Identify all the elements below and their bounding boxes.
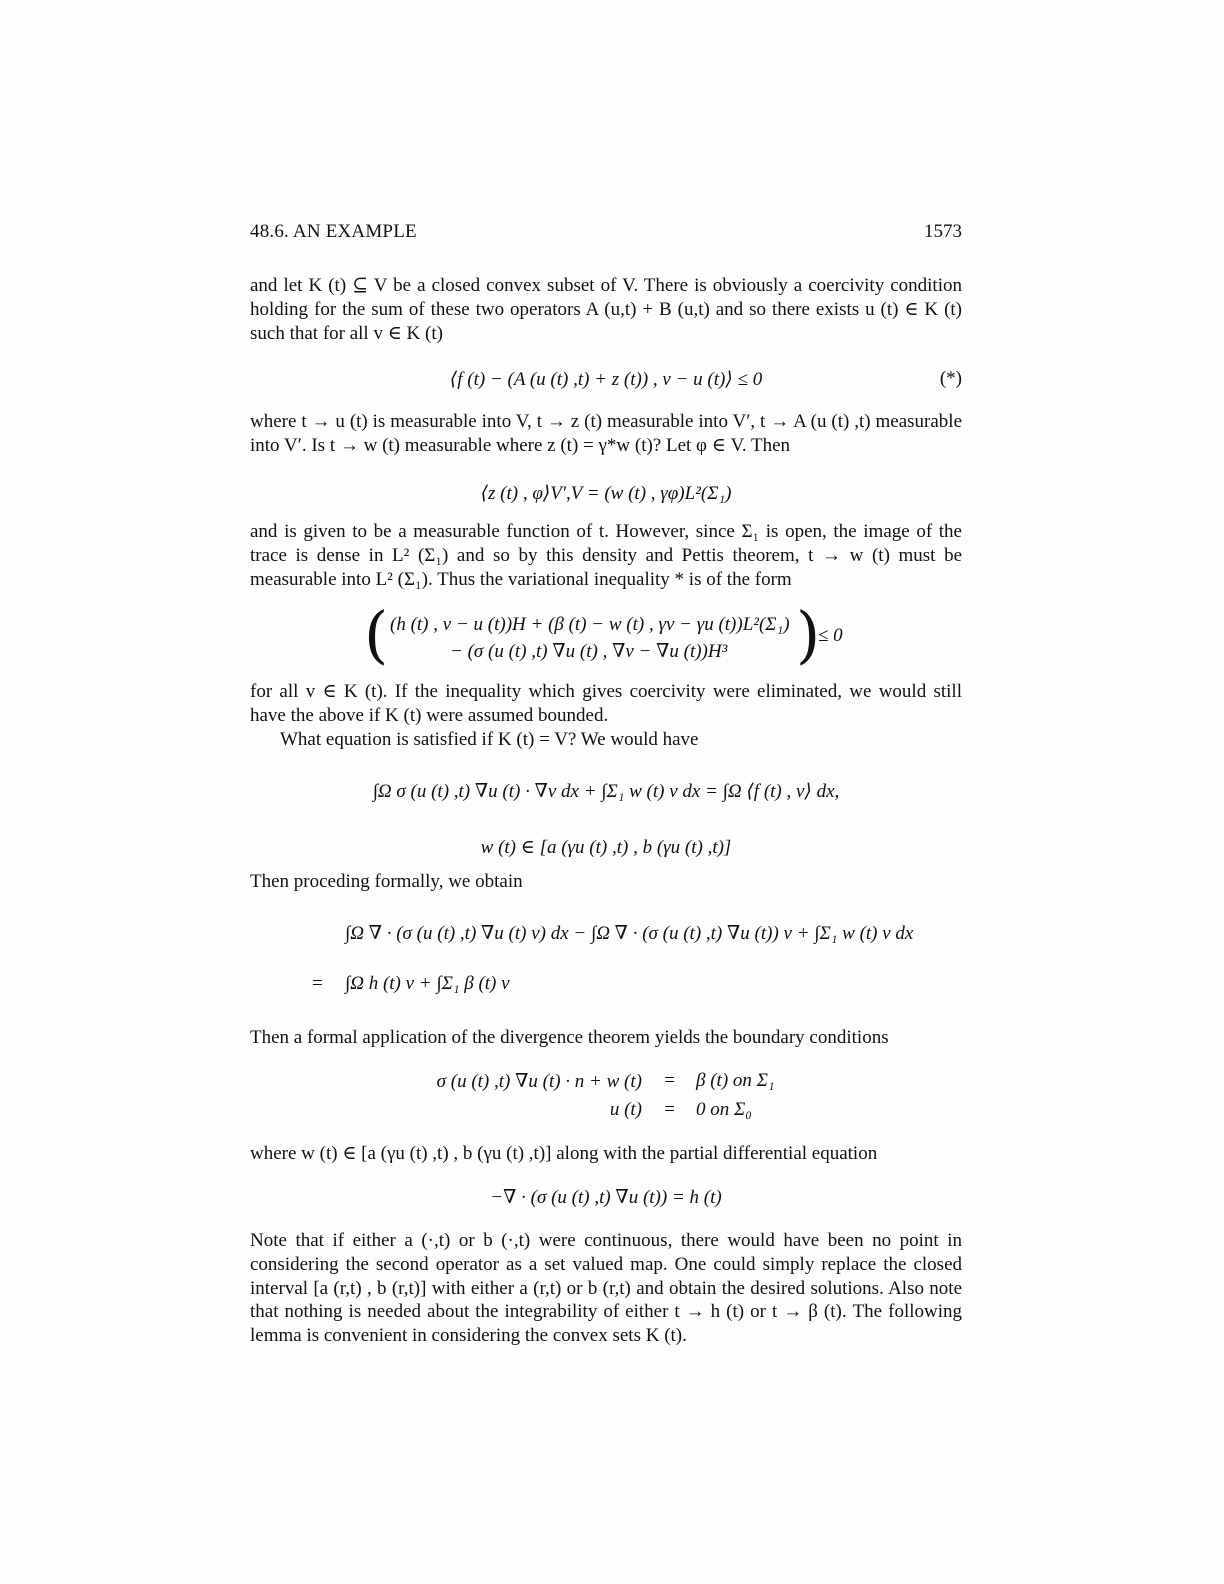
equation-tag: (*) <box>939 368 962 389</box>
variational-inequality-line-1: (h (t) , v − u (t))H + (β (t) − w (t) , γv − γu (t))L²(Σ₁) <box>390 614 790 635</box>
boundary-condition-1-rhs: β (t) on Σ₁ <box>696 1070 775 1091</box>
variational-inequality-rhs: ≤ 0 <box>818 625 843 646</box>
paragraph-trace-density: and is given to be a measurable function of t. However, since Σ₁ is open, the image of the trace is dense in L² (Σ₁) and so by this density and Pettis theorem, t → w (t) must be measurable into L² (Σ₁). Thus the variational inequality * is of the form <box>250 521 962 590</box>
boundary-condition-2-rhs: 0 on Σ₀ <box>696 1099 752 1120</box>
equation-star: ⟨f (t) − (A (u (t) ,t) + z (t)) , v − u (t)⟩ ≤ 0 <box>449 369 763 390</box>
formal-equation-equals: = <box>312 973 323 994</box>
formal-equation-line-1: ∫Ω ∇ · (σ (u (t) ,t) ∇u (t) v) dx − ∫Ω ∇ · (σ (u (t) ,t) ∇u (t)) v + ∫Σ₁ w (t) v dx <box>345 923 914 944</box>
formal-equation-line-2: ∫Ω h (t) v + ∫Σ₁ β (t) v <box>345 973 510 994</box>
variational-inequality-line-2: − (σ (u (t) ,t) ∇u (t) , ∇v − ∇u (t))H³ <box>450 641 728 662</box>
paragraph-coercivity-remark: for all v ∈ K (t). If the inequality which gives coercivity were eliminated, we would still have the above if K (t) were assumed bounded. <box>250 681 962 726</box>
equation-w-inclusion: w (t) ∈ [a (γu (t) ,t) , b (γu (t) ,t)] <box>480 837 732 858</box>
running-header-section: 48.6. AN EXAMPLE <box>250 221 417 242</box>
boundary-condition-2-equals: = <box>663 1099 676 1120</box>
paragraph-question: What equation is satisfied if K (t) = V? We would have <box>280 729 699 750</box>
boundary-condition-2-lhs: u (t) <box>609 1099 642 1120</box>
paragraph-measurability: where t → u (t) is measurable into V, t → z (t) measurable into V′, t → A (u (t) ,t) measurable into V′. Is t → w (t) measurable where z (t) = γ*w (t)? Let φ ∈ V. Then <box>250 411 962 456</box>
left-paren-symbol: ( <box>364 598 389 671</box>
right-paren-symbol: ) <box>796 598 821 671</box>
paragraph-intro: and let K (t) ⊆ V be a closed convex subset of V. There is obviously a coercivity condition holding for the sum of these two operators A (u,t) + B (u,t) and so there exists u (t) ∈ K (t) such that for all v ∈ K (t) <box>250 275 962 344</box>
equation-pde: −∇ · (σ (u (t) ,t) ∇u (t)) = h (t) <box>490 1187 722 1208</box>
paragraph-formal: Then proceding formally, we obtain <box>250 871 523 892</box>
page-number: 1573 <box>924 221 962 242</box>
boundary-condition-1-equals: = <box>663 1070 676 1091</box>
equation-weak-form: ∫Ω σ (u (t) ,t) ∇u (t) · ∇v dx + ∫Σ₁ w (t) v dx = ∫Ω ⟨f (t) , v⟩ dx, <box>372 781 840 802</box>
equation-duality-pairing: ⟨z (t) , φ⟩V′,V = (w (t) , γφ)L²(Σ₁) <box>480 483 732 504</box>
paragraph-closing-note: Note that if either a (·,t) or b (·,t) were continuous, there would have been no point in considering the second operator as a set valued map. One could simply replace the closed interval [a (r,t) , b (r,t)] with either a (r,t) or b (r,t) and obtain the desired solutions. Also note that nothing is needed about the integrability of either t → h (t) or t → β (t). The following lemma is convenient in considering the convex sets K (t). <box>250 1230 962 1347</box>
paragraph-divergence: Then a formal application of the divergence theorem yields the boundary conditions <box>250 1027 889 1048</box>
paragraph-pde-intro: where w (t) ∈ [a (γu (t) ,t) , b (γu (t) ,t)] along with the partial differential equation <box>250 1143 878 1164</box>
boundary-condition-1-lhs: σ (u (t) ,t) ∇u (t) · n + w (t) <box>436 1071 642 1092</box>
